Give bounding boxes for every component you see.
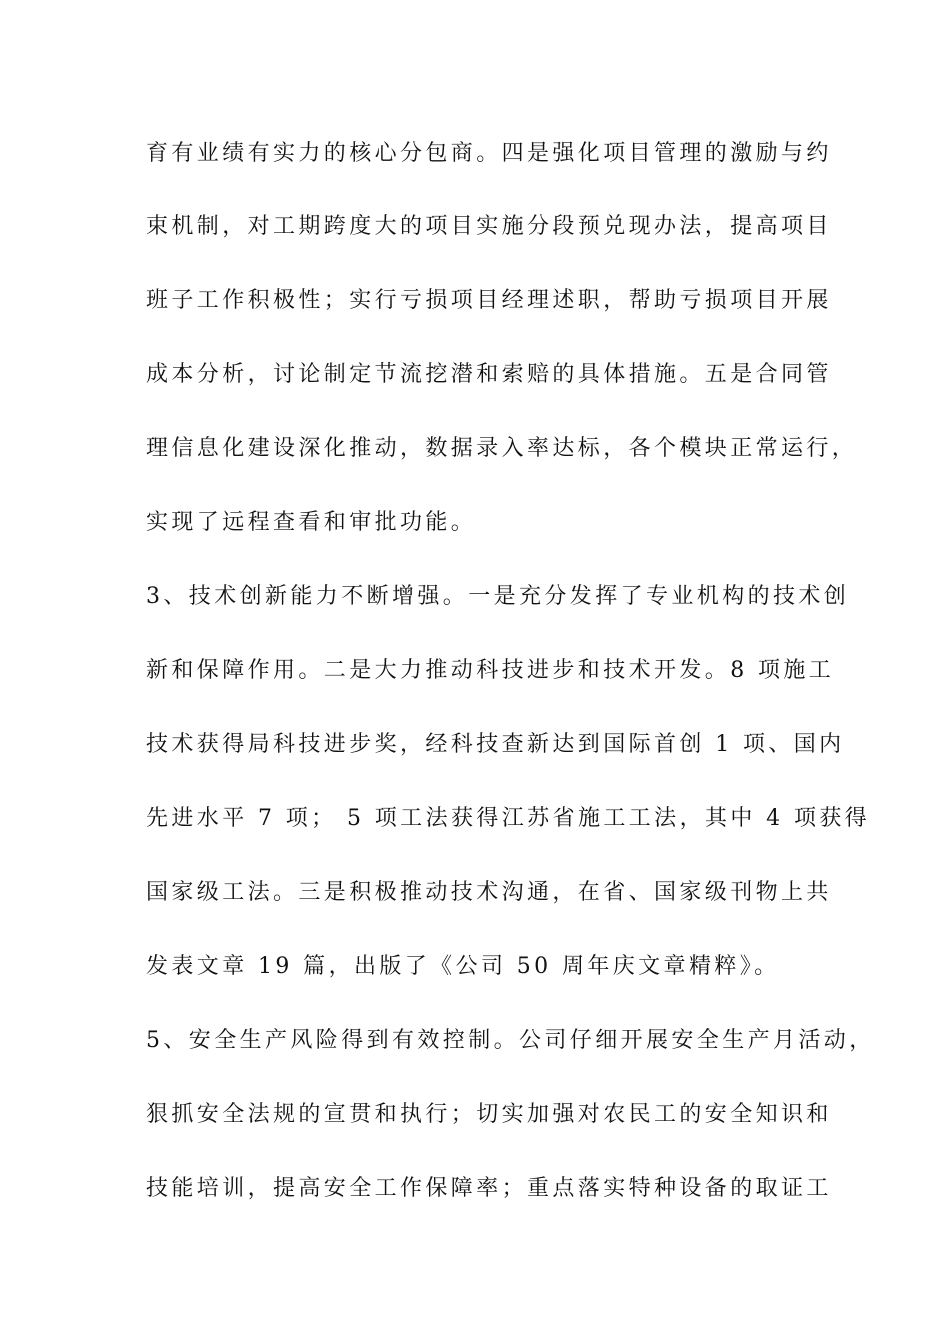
text-line: 束机制，对工期跨度大的项目实施分段预兑现办法，提高项目 (146, 214, 832, 239)
text-line: 实现了远程查看和审批功能。 (146, 510, 477, 535)
text-line: 先进水平 7 项； 5 项工法获得江苏省施工工法，其中 4 项获得 (146, 806, 871, 831)
text-line: 发表文章 19 篇，出版了《公司 50 周年庆文章精粹》。 (146, 954, 780, 979)
text-line: 3、技术创新能力不断增强。一是充分发挥了专业机构的技术创 (146, 584, 850, 609)
text-line: 5、安全生产风险得到有效控制。公司仔细开展安全生产月活动， (146, 1028, 875, 1053)
text-line: 狠抓安全法规的宣贯和执行；切实加强对农民工的安全知识和 (146, 1102, 832, 1127)
text-line: 技术获得局科技进步奖，经科技查新达到国际首创 1 项、国内 (146, 732, 845, 757)
text-line: 育有业绩有实力的核心分包商。四是强化项目管理的激励与约 (146, 141, 832, 166)
text-line: 技能培训，提高安全工作保障率；重点落实特种设备的取证工 (146, 1176, 832, 1201)
text-line: 班子工作积极性；实行亏损项目经理述职，帮助亏损项目开展 (146, 288, 832, 313)
text-line: 成本分析，讨论制定节流挖潜和索赔的具体措施。五是合同管 (146, 362, 832, 387)
text-line: 理信息化建设深化推动，数据录入率达标，各个模块正常运行， (146, 436, 858, 461)
text-line: 新和保障作用。二是大力推动科技进步和技术开发。8 项施工 (146, 658, 835, 683)
text-line: 国家级工法。三是积极推动技术沟通，在省、国家级刊物上共 (146, 880, 832, 905)
